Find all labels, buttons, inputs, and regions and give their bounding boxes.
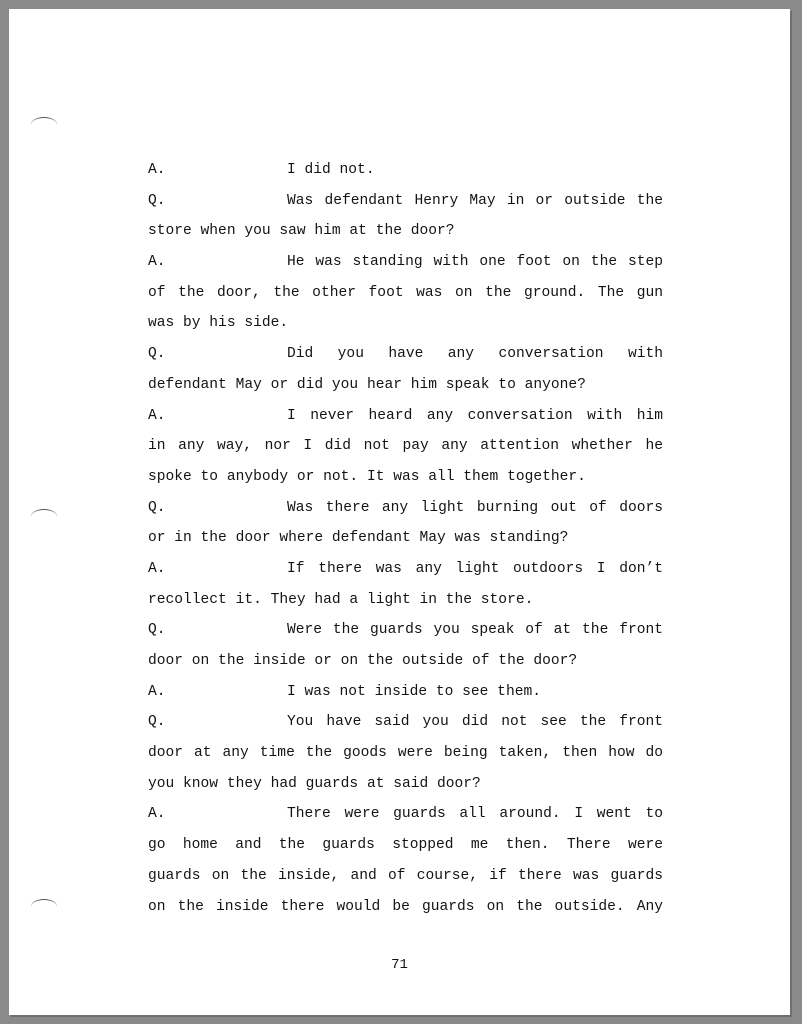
transcript-line: [148, 462, 663, 493]
statement-first-line: Did you have any conversation with: [287, 346, 663, 363]
speaker-label: A.: [148, 560, 166, 577]
statement-continuation-line: recollect it. They had a light in the store.: [148, 591, 534, 608]
speaker-label: Q.: [148, 346, 166, 363]
transcript-line: [148, 738, 663, 769]
transcript-line: [148, 677, 663, 708]
statement-first-line: Was defendant Henry May in or outside the: [287, 192, 663, 209]
transcript-line: [148, 769, 663, 800]
statement-first-line: Was there any light burning out of doors: [287, 499, 663, 516]
statement-continuation-line: or in the door where defendant May was standing?: [148, 530, 569, 547]
transcript-line: [148, 247, 663, 278]
statement-continuation-line: you know they had guards at said door?: [148, 775, 481, 792]
statement-first-line: I never heard any conversation with him: [287, 407, 663, 424]
transcript-line: [148, 554, 663, 585]
statement-first-line: Were the guards you speak of at the front: [287, 622, 663, 639]
speaker-label: A.: [148, 407, 166, 424]
punch-hole-mark-bottom: [31, 899, 57, 914]
punch-hole-mark-top: [31, 117, 57, 132]
statement-first-line: If there was any light outdoors I don’t: [287, 560, 663, 577]
statement-continuation-line: spoke to anybody or not. It was all them together.: [148, 468, 586, 485]
transcript-line: [148, 431, 663, 462]
transcript-line: [148, 646, 663, 677]
transcript-line: [148, 861, 663, 892]
transcript-line: [148, 799, 663, 830]
statement-continuation-line: of the door, the other foot was on the ground. The gun: [148, 284, 663, 301]
statement-continuation-line: defendant May or did you hear him speak to anyone?: [148, 376, 586, 393]
transcript-line: [148, 278, 663, 309]
transcript-line: [148, 216, 663, 247]
transcript-line: [148, 370, 663, 401]
speaker-label: Q.: [148, 622, 166, 639]
speaker-label: Q.: [148, 714, 166, 731]
statement-continuation-line: store when you saw him at the door?: [148, 223, 455, 240]
speaker-label: A.: [148, 683, 166, 700]
statement-first-line: He was standing with one foot on the step: [287, 254, 663, 271]
statement-first-line: I did not.: [287, 162, 375, 178]
statement-continuation-line: door at any time the goods were being taken, then how do: [148, 745, 663, 762]
speaker-label: A.: [148, 162, 166, 178]
statement-continuation-line: go home and the guards stopped me then. There were: [148, 837, 663, 854]
statement-continuation-line: in any way, nor I did not pay any attention whether he: [148, 438, 663, 455]
transcript-line: [148, 585, 663, 616]
transcript-line: [148, 707, 663, 738]
transcript-line: [148, 493, 663, 524]
speaker-label: A.: [148, 254, 166, 271]
transcript-body: [148, 155, 663, 922]
statement-first-line: I was not inside to see them.: [287, 683, 541, 700]
page-number: 71: [391, 957, 408, 973]
transcript-line: [148, 892, 663, 923]
transcript-line: [148, 523, 663, 554]
transcript-line: [148, 308, 663, 339]
statement-continuation-line: was by his side.: [148, 315, 289, 332]
transcript-line: [148, 339, 663, 370]
punch-hole-mark-middle: [31, 509, 57, 524]
speaker-label: Q.: [148, 192, 166, 209]
statement-continuation-line: on the inside there would be guards on the outside. Any: [148, 898, 663, 915]
statement-continuation-line: door on the inside or on the outside of the door?: [148, 653, 578, 669]
transcript-line: [148, 155, 663, 186]
statement-first-line: You have said you did not see the front: [287, 714, 663, 731]
speaker-label: Q.: [148, 499, 166, 516]
transcript-line: [148, 401, 663, 432]
transcript-page: [9, 9, 790, 1015]
statement-first-line: There were guards all around. I went to: [287, 806, 663, 823]
transcript-line: [148, 830, 663, 861]
speaker-label: A.: [148, 806, 166, 823]
transcript-line: [148, 186, 663, 217]
transcript-line: [148, 615, 663, 646]
statement-continuation-line: guards on the inside, and of course, if there was guards: [148, 867, 663, 884]
